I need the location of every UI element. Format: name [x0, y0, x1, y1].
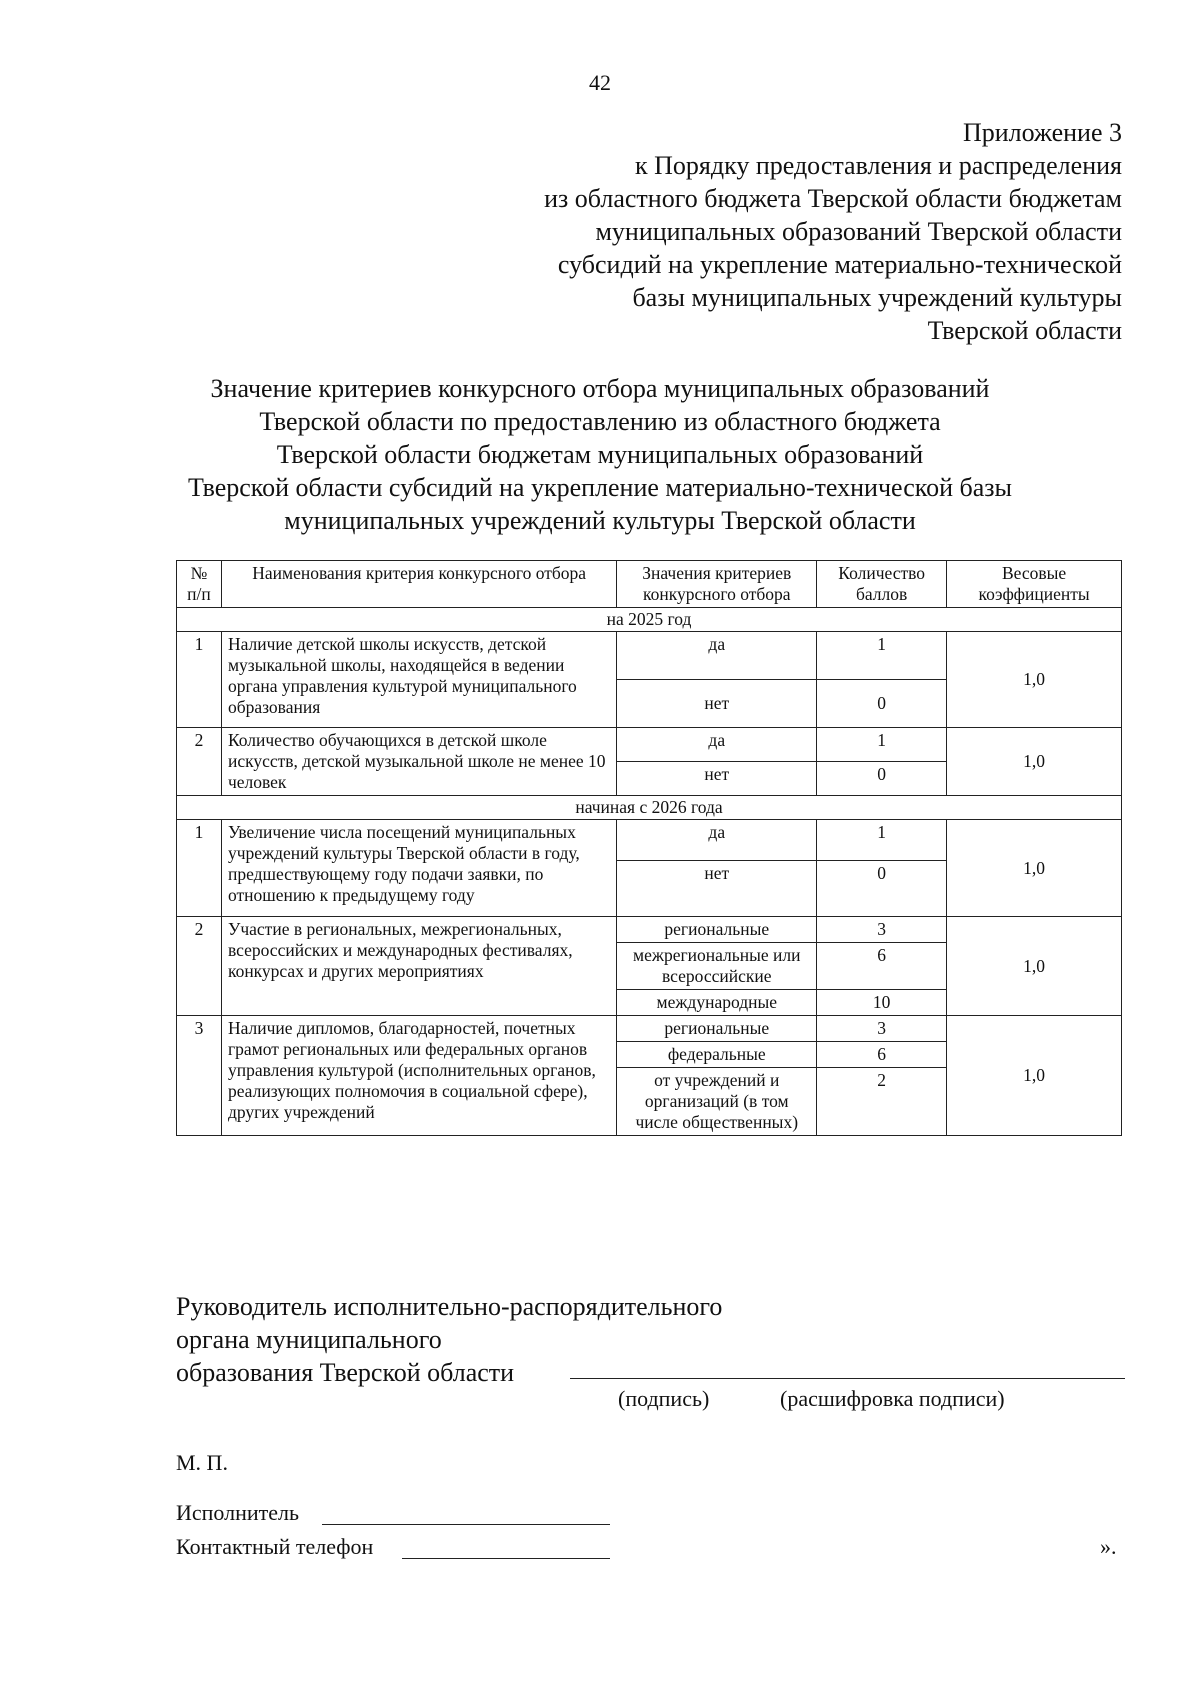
criterion-name: Участие в региональных, межрегиональных, всероссийских и международных фестивалях, конкурсах и других мероприятиях	[221, 917, 616, 1016]
criterion-name: Наличие дипломов, благодарностей, почетных грамот региональных или федеральных органов управления культурой (исполнительных органов, реализующих полномочия в социальной сфере), других учреждений	[221, 1016, 616, 1136]
header-weights: Весовые коэффициенты	[947, 561, 1122, 608]
criterion-name: Наличие детской школы искусств, детской музыкальной школы, находящейся в ведении органа управления культурой муниципального образования	[221, 632, 616, 728]
appendix-line: Приложение 3	[962, 118, 1122, 147]
title-line: Тверской области по предоставлению из областного бюджета	[259, 407, 941, 436]
phone-label: Контактный телефон	[176, 1534, 374, 1559]
title-line: Тверской области субсидий на укрепление материально-технической базы	[187, 473, 1012, 502]
section-2025: на 2025 год	[177, 608, 1122, 632]
table-row	[177, 917, 1122, 943]
criterion-points: 2	[817, 1068, 947, 1136]
criterion-value: межрегиональные или всероссийские	[617, 943, 817, 990]
title-line: Значение критериев конкурсного отбора муниципальных образований	[210, 374, 990, 403]
criteria-table	[176, 560, 1122, 1136]
stamp-place: М. П.	[176, 1450, 228, 1475]
criterion-value: да	[617, 728, 817, 762]
table-row	[177, 632, 1122, 680]
closing-mark: ».	[1100, 1534, 1117, 1559]
document-title	[0, 372, 1200, 537]
criterion-points: 1	[817, 632, 947, 680]
criterion-points: 10	[817, 990, 947, 1016]
criterion-value: нет	[617, 762, 817, 796]
criterion-points: 0	[817, 861, 947, 917]
page-number: 42	[589, 70, 611, 95]
section-2026: начиная с 2026 года	[177, 796, 1122, 820]
row-num: 3	[177, 1016, 222, 1136]
criterion-points: 1	[817, 820, 947, 861]
executor-underline[interactable]	[322, 1524, 610, 1525]
criterion-weight: 1,0	[947, 632, 1122, 728]
criterion-value: да	[617, 820, 817, 861]
criterion-points: 3	[817, 917, 947, 943]
title-line: муниципальных учреждений культуры Тверской области	[284, 506, 916, 535]
criterion-weight: 1,0	[947, 728, 1122, 796]
criterion-value: международные	[617, 990, 817, 1016]
appendix-line: из областного бюджета Тверской области бюджетам	[544, 184, 1122, 213]
appendix-line: к Порядку предоставления и распределения	[634, 151, 1122, 180]
criterion-value: да	[617, 632, 817, 680]
decoding-hint: (расшифровка подписи)	[780, 1386, 1005, 1411]
criterion-weight: 1,0	[947, 917, 1122, 1016]
criterion-points: 3	[817, 1016, 947, 1042]
criterion-weight: 1,0	[947, 820, 1122, 917]
criterion-value: региональные	[617, 917, 817, 943]
signature-line-text: Руководитель исполнительно-распорядительного	[176, 1292, 723, 1321]
signature-line-text: органа муниципального	[176, 1325, 442, 1354]
table-row	[177, 728, 1122, 762]
criterion-points: 0	[817, 680, 947, 728]
signature-hint: (подпись)	[618, 1386, 710, 1411]
signature-underline[interactable]	[570, 1378, 1125, 1379]
table-row	[177, 820, 1122, 861]
row-num: 2	[177, 728, 222, 796]
appendix-line: базы муниципальных учреждений культуры	[632, 283, 1122, 312]
criterion-value: нет	[617, 861, 817, 917]
criterion-value: нет	[617, 680, 817, 728]
header-num: № п/п	[177, 561, 222, 608]
criterion-value: региональные	[617, 1016, 817, 1042]
section-row	[177, 796, 1122, 820]
criterion-points: 1	[817, 728, 947, 762]
criterion-name: Количество обучающихся в детской школе искусств, детской музыкальной школе не менее 10 человек	[221, 728, 616, 796]
criterion-points: 0	[817, 762, 947, 796]
appendix-line: субсидий на укрепление материально-технической	[557, 250, 1122, 279]
criterion-points: 6	[817, 1042, 947, 1068]
appendix-header	[544, 116, 1122, 347]
table-row	[177, 1016, 1122, 1042]
title-line: Тверской области бюджетам муниципальных образований	[276, 440, 924, 469]
signature-line-text: образования Тверской области	[176, 1358, 515, 1387]
criterion-value: федеральные	[617, 1042, 817, 1068]
phone-underline[interactable]	[402, 1558, 610, 1559]
executor-label: Исполнитель	[176, 1500, 300, 1525]
criterion-name: Увеличение числа посещений муниципальных учреждений культуры Тверской области в году, предшествующему году подачи заявки, по отношению к предыдущему году	[221, 820, 616, 917]
row-num: 1	[177, 820, 222, 917]
section-row	[177, 608, 1122, 632]
header-name: Наименования критерия конкурсного отбора	[221, 561, 616, 608]
signature-block	[176, 1290, 722, 1389]
row-num: 2	[177, 917, 222, 1016]
header-values: Значения критериев конкурсного отбора	[617, 561, 817, 608]
criterion-points: 6	[817, 943, 947, 990]
appendix-line: муниципальных образований Тверской области	[595, 217, 1122, 246]
appendix-line: Тверской области	[927, 316, 1122, 345]
criterion-weight: 1,0	[947, 1016, 1122, 1136]
row-num: 1	[177, 632, 222, 728]
header-points: Количество баллов	[817, 561, 947, 608]
criterion-value: от учреждений и организаций (в том числе общественных)	[617, 1068, 817, 1136]
table-header-row	[177, 561, 1122, 608]
